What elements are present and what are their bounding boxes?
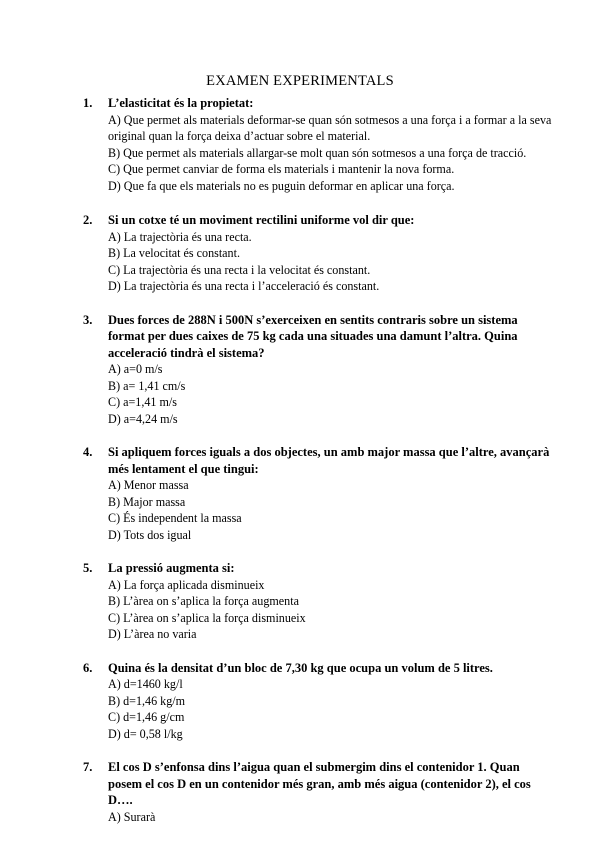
question-list [84,95,554,825]
question-number: 5. [83,561,93,575]
option-list [108,477,554,543]
question-4 [84,444,554,543]
question-text: El cos D s’enfonsa dins l’aigua quan el submergim dins el contenidor 1. Quan posem el cos D en un contenidor més gran, amb més aigua (contenidor 2), el cos D…. [108,760,531,807]
question-3 [84,312,554,428]
option-a: A) La força aplicada disminueix [108,577,265,592]
question-2 [84,212,554,295]
option-list [108,809,554,826]
option-a: A) Que permet als materials deformar-se quan són sotmesos a una força i a formar a la seva original quan la força deixa d’actuar sobre el material. [108,112,552,143]
option-a: A) Surarà [108,809,156,824]
option-a: A) La trajectòria és una recta. [108,229,252,244]
question-text: Dues forces de 288N i 500N s’exerceixen en sentits contraris sobre un sistema format per dues caixes de 75 kg cada una situades una damunt l’altra. Quina acceleració tindrà el sistema? [108,312,518,360]
question-1 [84,95,554,194]
option-b: B) L’àrea on s’aplica la força augmenta [108,594,299,608]
option-a: A) Menor massa [108,478,189,492]
option-c: C) És independent la massa [108,511,242,525]
question-text: La pressió augmenta si: [108,561,235,575]
option-b: B) a= 1,41 cm/s [108,378,186,393]
question-number: 4. [83,445,93,459]
option-a: A) d=1460 kg/l [108,677,183,691]
option-d: D) a=4,24 m/s [108,411,178,426]
option-d: D) La trajectòria és una recta i l’acceleració és constant. [108,279,380,293]
question-text: Si un cotxe té un moviment rectilini uniforme vol dir que: [108,213,415,227]
option-list [108,577,554,643]
question-5 [84,560,554,643]
option-d: D) d= 0,58 l/kg [108,726,183,741]
option-d: D) Tots dos igual [108,527,192,542]
question-number: 7. [83,760,93,774]
option-b: B) Major massa [108,494,186,509]
question-text: Quina és la densitat d’un bloc de 7,30 kg que ocupa un volum de 5 litres. [108,660,493,675]
option-a: A) a=0 m/s [108,362,163,376]
option-b: B) La velocitat és constant. [108,246,240,260]
question-7 [84,759,554,825]
option-c: C) La trajectòria és una recta i la velocitat és constant. [108,262,371,277]
option-b: B) Que permet als materials allargar-se molt quan són sotmesos a una força de tracció. [108,145,527,160]
question-text: L’elasticitat és la propietat: [108,96,254,110]
page-title: EXAMEN EXPERIMENTALS [206,73,394,89]
option-list [108,112,554,195]
option-c: C) a=1,41 m/s [108,395,177,409]
option-b: B) d=1,46 kg/m [108,693,186,708]
option-c: C) d=1,46 g/cm [108,710,185,724]
option-list [108,229,554,295]
question-number: 1. [83,96,93,110]
option-list [108,676,554,742]
option-c: C) L’àrea on s’aplica la força disminueix [108,610,306,625]
question-number: 3. [83,312,93,327]
option-c: C) Que permet canviar de forma els materials i mantenir la nova forma. [108,162,455,176]
question-number: 6. [83,660,93,675]
question-number: 2. [83,213,93,227]
option-list [108,361,554,427]
option-d: D) L’àrea no varia [108,627,197,641]
option-d: D) Que fa que els materials no es puguin deformar en aplicar una força. [108,178,455,193]
question-text: Si apliquem forces iguals a dos objectes, un amb major massa que l’altre, avançarà més lentament el que tingui: [108,445,550,476]
question-6 [84,660,554,743]
